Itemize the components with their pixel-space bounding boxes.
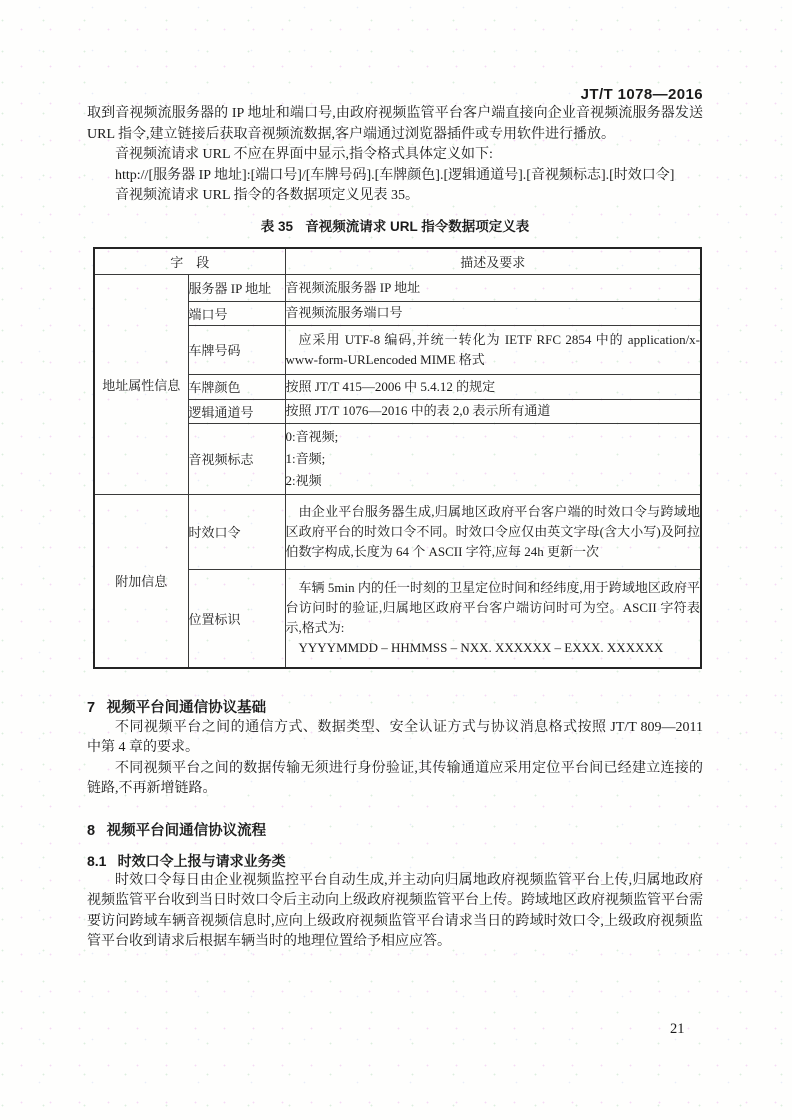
desc-text: 车辆 5min 内的任一时刻的卫星定位时间和经纬度,用于跨域地区政府平台访问时的验证,归属地区政府平台客户端访问时可为空。ASCII 字符表示,格式为: [285, 580, 701, 635]
group-cell-additional-info: 附加信息 [94, 494, 188, 668]
desc-option-1: 1:音频; [285, 450, 326, 466]
desc-cell: 按照 JT/T 1076—2016 中的表 2,0 表示所有通道 [285, 399, 701, 423]
table-caption-title: 音视频流请求 URL 指令数据项定义表 [305, 218, 530, 234]
section-8-1-number: 8.1 [87, 852, 107, 869]
section-7-title: 视频平台间通信协议基础 [106, 699, 267, 716]
column-header-field: 字 段 [94, 248, 285, 275]
section-8-number: 8 [87, 822, 96, 839]
section-7-paragraph-1: 不同视频平台之间的通信方式、数据类型、安全认证方式与协议消息格式按照 JT/T 809—2011 中第 4 章的要求。 [87, 719, 703, 755]
field-cell: 车牌号码 [188, 325, 285, 374]
field-cell: 时效口令 [188, 494, 285, 569]
section-7-paragraph-2: 不同视频平台之间的数据传输无须进行身份验证,其传输通道应采用定位平台间已经建立连接的链路,不再新增链路。 [87, 760, 703, 796]
page-content [87, 0, 703, 953]
table-row [94, 494, 701, 569]
section-8-1-title: 时效口令上报与请求业务类 [117, 852, 286, 869]
desc-cell: 按照 JT/T 415—2006 中 5.4.12 的规定 [285, 374, 701, 399]
field-cell: 服务器 IP 地址 [188, 274, 285, 301]
desc-option-0: 0:音视频; [285, 428, 339, 444]
field-cell: 端口号 [188, 301, 285, 325]
section-8-1-heading [87, 852, 703, 871]
group-cell-address-info: 地址属性信息 [94, 274, 188, 494]
desc-text: 由企业平台服务器生成,归属地区政府平台客户端的时效口令与跨域地区政府平台的时效口令不同。时效口令应仅由英文字母(含大小写)及阿拉伯数字构成,长度为 64 个 ASCII 字符,应每 24h 更新一次 [285, 503, 701, 559]
section-7-heading [87, 699, 703, 718]
page-number: 21 [670, 1021, 685, 1037]
table-row [94, 274, 701, 301]
field-cell: 逻辑通道号 [188, 399, 285, 423]
desc-cell [285, 494, 701, 569]
desc-cell: 音视频流服务端口号 [285, 301, 701, 325]
table-header-row [94, 248, 701, 275]
intro-paragraph-continued: 取到音视频流服务器的 IP 地址和端口号,由政府视频监管平台客户端直接向企业音视频流服务器发送 URL 指令,建立链接后获取音视频流数据,客户端通过浏览器插件或专用软件进行播放。 [87, 106, 703, 142]
desc-format-string: YYYYMMDD – HHMMSS – NXX. XXXXXX – EXXX. XXXXXX [298, 640, 664, 655]
section-8-title: 视频平台间通信协议流程 [106, 822, 267, 839]
field-cell: 音视频标志 [188, 423, 285, 494]
section-7-number: 7 [87, 699, 96, 716]
table-35-url-data-items [93, 247, 702, 669]
url-format-line: http://[服务器 IP 地址]:[端口号]/[车牌号码].[车牌颜色].[逻辑通道号].[音视频标志].[时效口令] [115, 167, 675, 183]
standard-number: JT/T 1078—2016 [580, 86, 703, 103]
desc-cell: 音视频流服务器 IP 地址 [285, 274, 701, 301]
section-8-1-paragraph-1: 时效口令每日由企业视频监控平台自动生成,并主动向归属地政府视频监管平台上传,归属地政府视频监管平台收到当日时效口令后主动向上级政府视频监管平台上传。跨域地区政府视频监管平台需要访问跨域车辆音视频信息时,应向上级政府视频监管平台请求当日的跨域时效口令,上级政府视频监管平台收到请求后根据车辆当时的地理位置给予相应应答。 [87, 872, 703, 949]
table-caption-label: 表 35 [260, 218, 294, 234]
field-cell: 车牌颜色 [188, 374, 285, 399]
table-reference-line: 音视频流请求 URL 指令的各数据项定义见表 35。 [115, 188, 419, 203]
desc-cell [285, 325, 701, 374]
section-8-heading [87, 822, 703, 841]
column-header-description: 描述及要求 [285, 248, 701, 275]
desc-cell [285, 569, 701, 668]
desc-text: 应采用 UTF-8 编码,并统一转化为 IETF RFC 2854 中的 application/x-www-form-URLencoded MIME 格式 [285, 331, 701, 367]
field-cell: 位置标识 [188, 569, 285, 668]
desc-cell [285, 423, 701, 494]
table-caption [87, 218, 703, 236]
desc-option-2: 2:视频 [285, 472, 322, 488]
url-display-note: 音视频流请求 URL 不应在界面中显示,指令格式具体定义如下: [115, 147, 493, 162]
